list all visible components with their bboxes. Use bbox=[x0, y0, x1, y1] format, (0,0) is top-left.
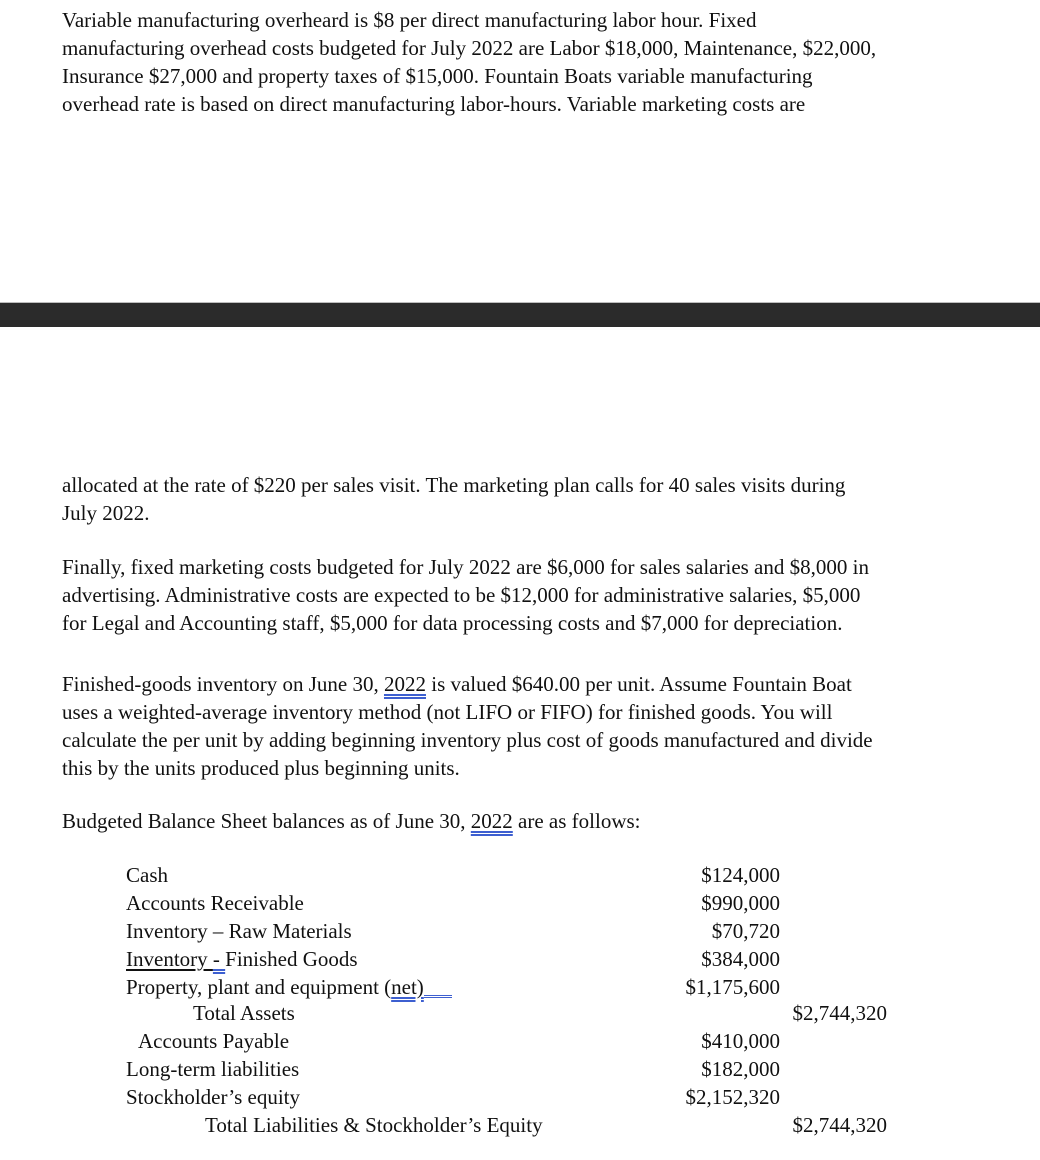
bs-label-inventory-finished bbox=[126, 945, 358, 973]
bs-label-cash: Cash bbox=[126, 863, 168, 887]
paragraph-inventory bbox=[62, 670, 873, 782]
bs-label-accounts-payable: Accounts Payable bbox=[138, 1029, 290, 1053]
text-line: Finally, fixed marketing costs budgeted for July 2022 are $6,000 for sales salaries and $8,000 in bbox=[62, 555, 869, 579]
page-break-divider bbox=[0, 302, 1040, 327]
text-line: uses a weighted-average inventory method (not LIFO or FIFO) for finished goods. You will bbox=[62, 700, 833, 724]
bs-label-accounts-receivable: Accounts Receivable bbox=[126, 891, 304, 915]
text-line: calculate the per unit by adding beginning inventory plus cost of goods manufactured and divide bbox=[62, 728, 873, 752]
year-underlined: 2022 bbox=[383, 672, 426, 696]
bs-amount-accounts-receivable: $990,000 bbox=[701, 891, 780, 915]
text-fragment: Budgeted Balance Sheet balances as of June 30, bbox=[62, 809, 471, 833]
text-fragment: is valued $640.00 per unit. Assume Fountain Boat bbox=[425, 672, 852, 696]
paragraph-fixed-marketing bbox=[62, 553, 869, 637]
text-line: Insurance $27,000 and property taxes of $15,000. Fountain Boats variable manufacturing bbox=[62, 64, 813, 88]
balance-sheet-intro bbox=[62, 807, 641, 835]
text-line: allocated at the rate of $220 per sales visit. The marketing plan calls for 40 sales visits during bbox=[62, 473, 846, 497]
bs-label-equity: Stockholder’s equity bbox=[126, 1085, 301, 1109]
bs-amount-cash: $124,000 bbox=[701, 863, 780, 887]
bs-amount-total-liabilities-equity: $2,744,320 bbox=[792, 1113, 887, 1137]
text-fragment: Finished Goods bbox=[225, 947, 358, 971]
bs-amount-inventory-finished: $384,000 bbox=[701, 947, 780, 971]
bs-amount-equity: $2,152,320 bbox=[685, 1085, 780, 1109]
bs-label-ppe bbox=[126, 973, 452, 1001]
year-underlined: 2022 bbox=[470, 809, 513, 833]
bs-amount-total-assets: $2,744,320 bbox=[792, 1001, 887, 1025]
text-fragment: Finished-goods inventory on June 30, bbox=[62, 672, 384, 696]
text-line: advertising. Administrative costs are expected to be $12,000 for administrative salaries, $5,000 bbox=[62, 583, 861, 607]
bs-amount-long-term: $182,000 bbox=[701, 1057, 780, 1081]
text-fragment: net) bbox=[391, 975, 424, 999]
bs-label-total-assets: Total Assets bbox=[193, 1001, 295, 1025]
text-line bbox=[62, 807, 641, 835]
text-fragment: Inventory bbox=[126, 947, 213, 971]
bs-amount-accounts-payable: $410,000 bbox=[701, 1029, 780, 1053]
paragraph-overhead bbox=[62, 6, 876, 118]
bs-label-inventory-raw: Inventory – Raw Materials bbox=[126, 919, 352, 943]
text-line: July 2022. bbox=[62, 501, 150, 525]
bs-label-total-liabilities-equity: Total Liabilities & Stockholder’s Equity bbox=[205, 1113, 543, 1137]
text-line: this by the units produced plus beginning units. bbox=[62, 756, 460, 780]
text-line: overhead rate is based on direct manufacturing labor-hours. Variable marketing costs are bbox=[62, 92, 806, 116]
text-line bbox=[62, 670, 873, 698]
paragraph-marketing-variable bbox=[62, 471, 845, 527]
text-fragment: are as follows: bbox=[512, 809, 641, 833]
text-line: Variable manufacturing overheard is $8 per direct manufacturing labor hour. Fixed bbox=[62, 8, 757, 32]
text-line: manufacturing overhead costs budgeted for July 2022 are Labor $18,000, Maintenance, $22,000, bbox=[62, 36, 877, 60]
text-fragment: Property, plant and equipment ( bbox=[126, 975, 392, 999]
text-line: for Legal and Accounting staff, $5,000 for data processing costs and $7,000 for depreciation. bbox=[62, 611, 843, 635]
bs-label-long-term: Long-term liabilities bbox=[126, 1057, 300, 1081]
text-fragment: - bbox=[212, 947, 226, 971]
bs-amount-inventory-raw: $70,720 bbox=[711, 919, 780, 943]
underline-extension bbox=[424, 993, 452, 998]
bs-amount-ppe: $1,175,600 bbox=[685, 975, 780, 999]
